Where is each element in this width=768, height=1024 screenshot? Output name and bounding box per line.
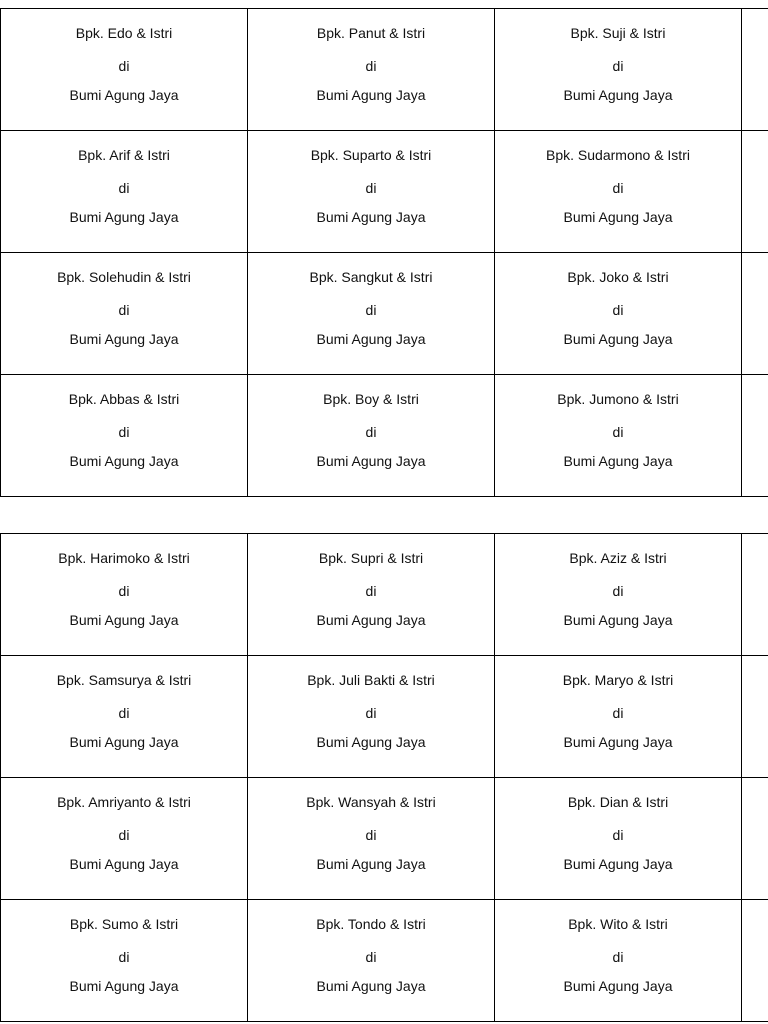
address-label — [248, 131, 495, 253]
recipient-name: Bpk. Sudarmono & Istri — [546, 147, 690, 163]
preposition-text: di — [612, 949, 624, 965]
preposition-text: di — [118, 424, 130, 440]
preposition-text: di — [612, 180, 624, 196]
preposition-text: di — [118, 180, 130, 196]
address-label — [248, 778, 495, 900]
label-cell-cutoff — [742, 900, 768, 1022]
recipient-name: Bpk. Harimoko & Istri — [58, 550, 190, 566]
recipient-name: Bpk. Edo & Istri — [75, 25, 173, 41]
preposition-text: di — [118, 58, 130, 74]
recipient-name: Bpk. Joko & Istri — [567, 269, 669, 285]
place-name: Bumi Agung Jaya — [69, 734, 179, 750]
recipient-name: Bpk. Suji & Istri — [570, 25, 666, 41]
address-label — [1, 534, 248, 656]
recipient-name: Bpk. Samsurya & Istri — [56, 672, 192, 688]
address-label — [248, 253, 495, 375]
place-name: Bumi Agung Jaya — [563, 87, 673, 103]
label-row — [1, 131, 768, 253]
address-label — [495, 253, 742, 375]
label-cell-cutoff — [742, 9, 768, 131]
label-row — [1, 375, 768, 497]
address-label — [248, 900, 495, 1022]
preposition-text: di — [365, 705, 377, 721]
address-label — [1, 9, 248, 131]
place-name: Bumi Agung Jaya — [316, 87, 426, 103]
preposition-text: di — [118, 583, 130, 599]
address-label — [1, 131, 248, 253]
recipient-name: Bpk. Wansyah & Istri — [306, 794, 436, 810]
recipient-name: Bpk. Abbas & Istri — [68, 391, 180, 407]
place-name: Bumi Agung Jaya — [316, 856, 426, 872]
preposition-text: di — [365, 58, 377, 74]
preposition-text: di — [365, 827, 377, 843]
address-label — [248, 656, 495, 778]
label-cell-cutoff — [742, 131, 768, 253]
address-label — [495, 131, 742, 253]
preposition-text: di — [612, 58, 624, 74]
preposition-text: di — [118, 302, 130, 318]
address-label — [248, 534, 495, 656]
place-name: Bumi Agung Jaya — [69, 87, 179, 103]
preposition-text: di — [365, 302, 377, 318]
label-cell-cutoff — [742, 375, 768, 497]
recipient-name: Bpk. Supri & Istri — [318, 550, 424, 566]
place-name: Bumi Agung Jaya — [69, 331, 179, 347]
recipient-name: Bpk. Sumo & Istri — [69, 916, 179, 932]
label-cell-cutoff — [742, 253, 768, 375]
place-name: Bumi Agung Jaya — [563, 856, 673, 872]
place-name: Bumi Agung Jaya — [563, 331, 673, 347]
address-label — [495, 778, 742, 900]
label-row — [1, 778, 768, 900]
place-name: Bumi Agung Jaya — [69, 453, 179, 469]
place-name: Bumi Agung Jaya — [563, 209, 673, 225]
preposition-text: di — [118, 705, 130, 721]
label-table-2 — [0, 533, 768, 1022]
recipient-name: Bpk. Tondo & Istri — [316, 916, 426, 932]
recipient-name: Bpk. Panut & Istri — [316, 25, 426, 41]
recipient-name: Bpk. Suparto & Istri — [310, 147, 432, 163]
label-row — [1, 534, 768, 656]
address-label — [1, 900, 248, 1022]
label-row — [1, 9, 768, 131]
address-label — [1, 375, 248, 497]
recipient-name: Bpk. Juli Bakti & Istri — [307, 672, 435, 688]
address-label — [495, 9, 742, 131]
preposition-text: di — [612, 583, 624, 599]
preposition-text: di — [365, 583, 377, 599]
recipient-name: Bpk. Sangkut & Istri — [309, 269, 433, 285]
recipient-name: Bpk. Wito & Istri — [568, 916, 668, 932]
preposition-text: di — [118, 949, 130, 965]
label-cell-cutoff — [742, 656, 768, 778]
place-name: Bumi Agung Jaya — [563, 612, 673, 628]
place-name: Bumi Agung Jaya — [563, 734, 673, 750]
label-table-1 — [0, 8, 768, 497]
label-cell-cutoff — [742, 534, 768, 656]
address-label — [1, 656, 248, 778]
label-row — [1, 900, 768, 1022]
place-name: Bumi Agung Jaya — [563, 453, 673, 469]
address-label — [1, 253, 248, 375]
address-label — [1, 778, 248, 900]
address-label — [495, 656, 742, 778]
preposition-text: di — [612, 705, 624, 721]
recipient-name: Bpk. Aziz & Istri — [569, 550, 667, 566]
label-cell-cutoff — [742, 778, 768, 900]
place-name: Bumi Agung Jaya — [316, 734, 426, 750]
place-name: Bumi Agung Jaya — [69, 612, 179, 628]
recipient-name: Bpk. Boy & Istri — [323, 391, 419, 407]
address-label — [495, 375, 742, 497]
address-label — [248, 9, 495, 131]
place-name: Bumi Agung Jaya — [563, 978, 673, 994]
recipient-name: Bpk. Maryo & Istri — [562, 672, 674, 688]
place-name: Bumi Agung Jaya — [316, 331, 426, 347]
address-label — [495, 900, 742, 1022]
recipient-name: Bpk. Arif & Istri — [78, 147, 170, 163]
label-row — [1, 253, 768, 375]
recipient-name: Bpk. Solehudin & Istri — [57, 269, 191, 285]
place-name: Bumi Agung Jaya — [69, 978, 179, 994]
preposition-text: di — [612, 424, 624, 440]
place-name: Bumi Agung Jaya — [316, 209, 426, 225]
recipient-name: Bpk. Amriyanto & Istri — [57, 794, 191, 810]
address-label — [248, 375, 495, 497]
label-row — [1, 656, 768, 778]
place-name: Bumi Agung Jaya — [316, 453, 426, 469]
address-label — [495, 534, 742, 656]
preposition-text: di — [365, 424, 377, 440]
place-name: Bumi Agung Jaya — [69, 209, 179, 225]
recipient-name: Bpk. Dian & Istri — [567, 794, 669, 810]
preposition-text: di — [118, 827, 130, 843]
place-name: Bumi Agung Jaya — [316, 978, 426, 994]
place-name: Bumi Agung Jaya — [316, 612, 426, 628]
place-name: Bumi Agung Jaya — [69, 856, 179, 872]
preposition-text: di — [365, 949, 377, 965]
preposition-text: di — [365, 180, 377, 196]
preposition-text: di — [612, 302, 624, 318]
recipient-name: Bpk. Jumono & Istri — [557, 391, 679, 407]
preposition-text: di — [612, 827, 624, 843]
